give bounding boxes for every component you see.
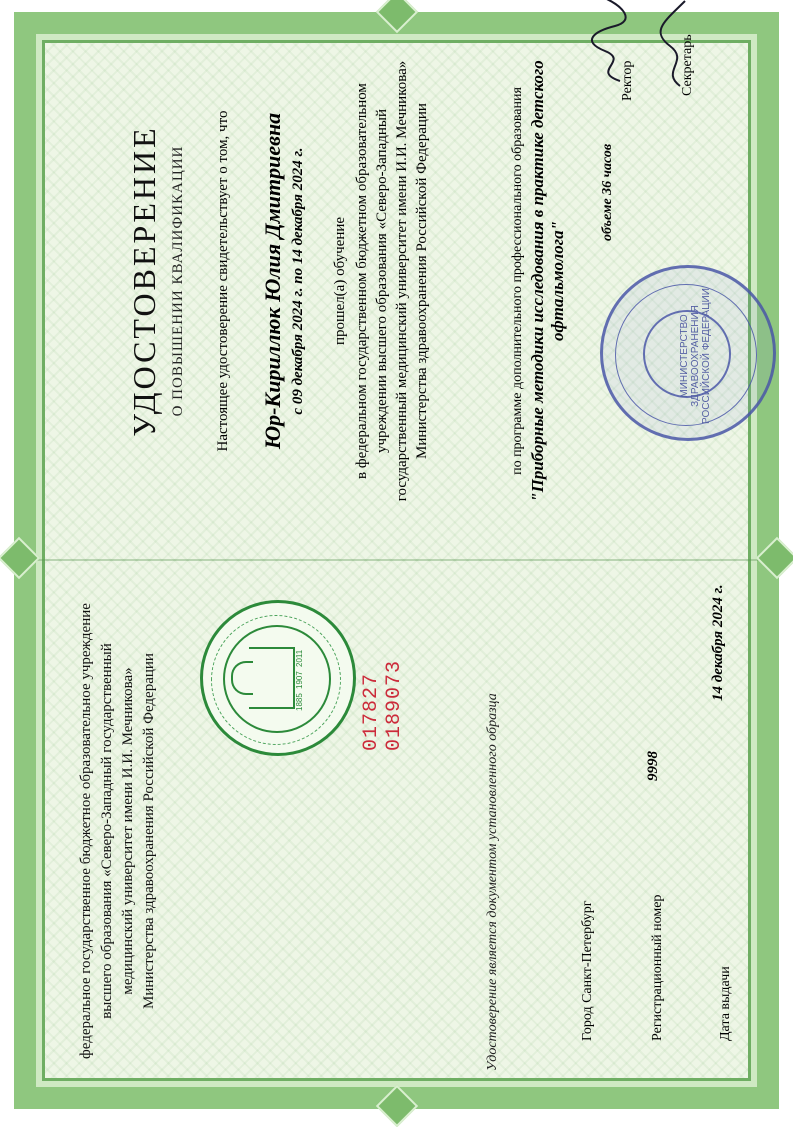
serial-number: 017827 0189073	[360, 659, 406, 751]
institution-line: в федеральном государственном бюджетном образовательном	[354, 83, 370, 479]
course-hours: объеме 36 часов	[600, 143, 615, 241]
program-title: "Приборные методики исследования в практике детского офтальмолога"	[528, 60, 567, 502]
training-period: с 09 декабря 2024 г. по 14 декабря 2024 г.	[290, 147, 306, 415]
certification-intro: Настоящее удостоверение свидетельствует о том, что	[215, 110, 231, 452]
rector-signature-icon	[585, 0, 635, 86]
right-page	[40, 21, 750, 541]
training-institution	[352, 41, 432, 521]
ministry-seal-icon	[600, 265, 776, 441]
org-line: Министерства здравоохранения Российской Федерации	[141, 653, 157, 1009]
org-line: федеральное государственное бюджетное образовательное учреждение	[78, 603, 94, 1059]
rector-label: Ректор	[620, 60, 635, 101]
issue-date: 14 декабря 2024 г.	[710, 584, 726, 701]
left-page	[40, 581, 750, 1081]
org-line: высшего образования «Северо-Западный государственный	[99, 643, 115, 1019]
city: Город Санкт-Петербург	[580, 900, 595, 1041]
university-seal-icon	[200, 600, 356, 756]
institution-line: государственный медицинский университет имени И.И. Мечникова»	[394, 60, 410, 502]
document-subtitle: О ПОВЫШЕНИИ КВАЛИФИКАЦИИ	[170, 145, 186, 417]
program-intro: по программе дополнительного профессионального образования	[510, 87, 525, 475]
seal-year: 1885	[295, 693, 304, 711]
secretary-signature-icon	[650, 0, 700, 91]
fold-line	[14, 559, 779, 561]
issue-date-label: Дата выдачи	[718, 966, 733, 1041]
org-line: медицинский университет имени И.И. Мечникова»	[120, 667, 136, 995]
training-passed: прошел(а) обучение	[332, 216, 348, 346]
secretary-label: Секретарь	[680, 34, 695, 96]
document-title: УДОСТОВЕРЕНИЕ	[126, 125, 162, 437]
issuer-organization	[76, 591, 160, 1071]
institution-line: Министерства здравоохранения Российской Федерации	[414, 103, 430, 459]
institution-line: учреждении высшего образования «Северо-Западный	[374, 108, 390, 454]
registration-number-label: Регистрационный номер	[650, 894, 665, 1041]
registration-number: 9998	[645, 751, 661, 781]
seal-year: 2011	[295, 649, 304, 667]
ministry-seal-text: МИНИСТЕРСТВО ЗДРАВООХРАНЕНИЯ РОССИЙСКОЙ ФЕДЕРАЦИИ	[679, 288, 712, 424]
seal-year: 1907	[295, 671, 304, 689]
holder-name: Юр-Кириллюк Юлия Дмитриевна	[260, 112, 285, 450]
official-document-note: Удостоверение является документом установленного образца	[485, 693, 500, 1071]
